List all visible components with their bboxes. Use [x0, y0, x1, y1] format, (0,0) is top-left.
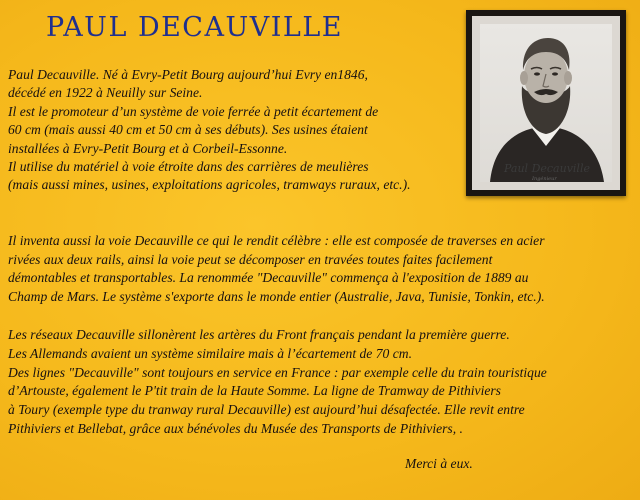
text-line: rivées aux deux rails, ainsi la voie peut se décomposer en travées toutes faites facilement — [8, 251, 493, 267]
thanks-note: Merci à eux. — [405, 456, 473, 471]
text-line: Il inventa aussi la voie Decauville ce qui le rendit célèbre : elle est composée de traverses en acier — [8, 233, 545, 248]
text-line: Il utilise du matériel à voie étroite dans des carrières de meulières — [8, 159, 369, 175]
text-line: 60 cm (mais aussi 40 cm et 50 cm à ses débuts). Ses usines étaient — [8, 122, 368, 138]
text-line: Les réseaux Decauville sillonèrent les artères du Front français pendant la première guerre. — [8, 327, 510, 342]
portrait-signature-caption: Ingénieur — [532, 176, 557, 182]
text-line: d’Artouste, également le P'tit train de la Haute Somme. La ligne de Tramway de Pithiviers — [8, 383, 501, 399]
page-title: PAUL DECAUVILLE — [46, 12, 343, 43]
text-line: Champ de Mars. Le système s'exporte dans le monde entier (Australie, Java, Tunisie, Tonkin, etc.). — [8, 288, 545, 304]
text-line: Paul Decauville. Né à Evry-Petit Bourg aujourd’hui Evry en1846, — [8, 67, 368, 82]
portrait-signature: Paul Decauville — [504, 162, 590, 175]
paragraph-networks — [8, 326, 636, 439]
text-line: installées à Evry-Petit Bourg et à Corbeil-Essonne. — [8, 140, 288, 156]
portrait-frame — [466, 10, 626, 196]
text-line: Des lignes "Decauville" sont toujours en service en France : par exemple celle du train touristique — [8, 364, 547, 380]
text-line: (mais aussi mines, usines, exploitations agricoles, tramways ruraux, etc.). — [8, 177, 411, 193]
text-line: Les Allemands avaient un système similaire mais à l’écartement de 70 cm. — [8, 345, 412, 361]
portrait-mat — [472, 16, 620, 190]
text-line: à Toury (exemple type du tranway rural Decauville) est aujourd’hui désafectée. Elle revit entre — [8, 402, 525, 418]
text-line: Pithiviers et Bellebat, grâce aux bénévoles du Musée des Transports de Pithiviers, . — [8, 420, 463, 436]
portrait-photo — [480, 24, 612, 182]
portrait-drawing — [480, 24, 612, 182]
paragraph-invention — [8, 232, 636, 306]
paragraph-biography — [8, 66, 468, 195]
text-line: Il est le promoteur d’un système de voie ferrée à petit écartement de — [8, 103, 379, 119]
text-line: décédé en 1922 à Neuilly sur Seine. — [8, 85, 203, 101]
text-line: démontables et transportables. La renommée "Decauville" commença à l'exposition de 1889 au — [8, 270, 529, 286]
